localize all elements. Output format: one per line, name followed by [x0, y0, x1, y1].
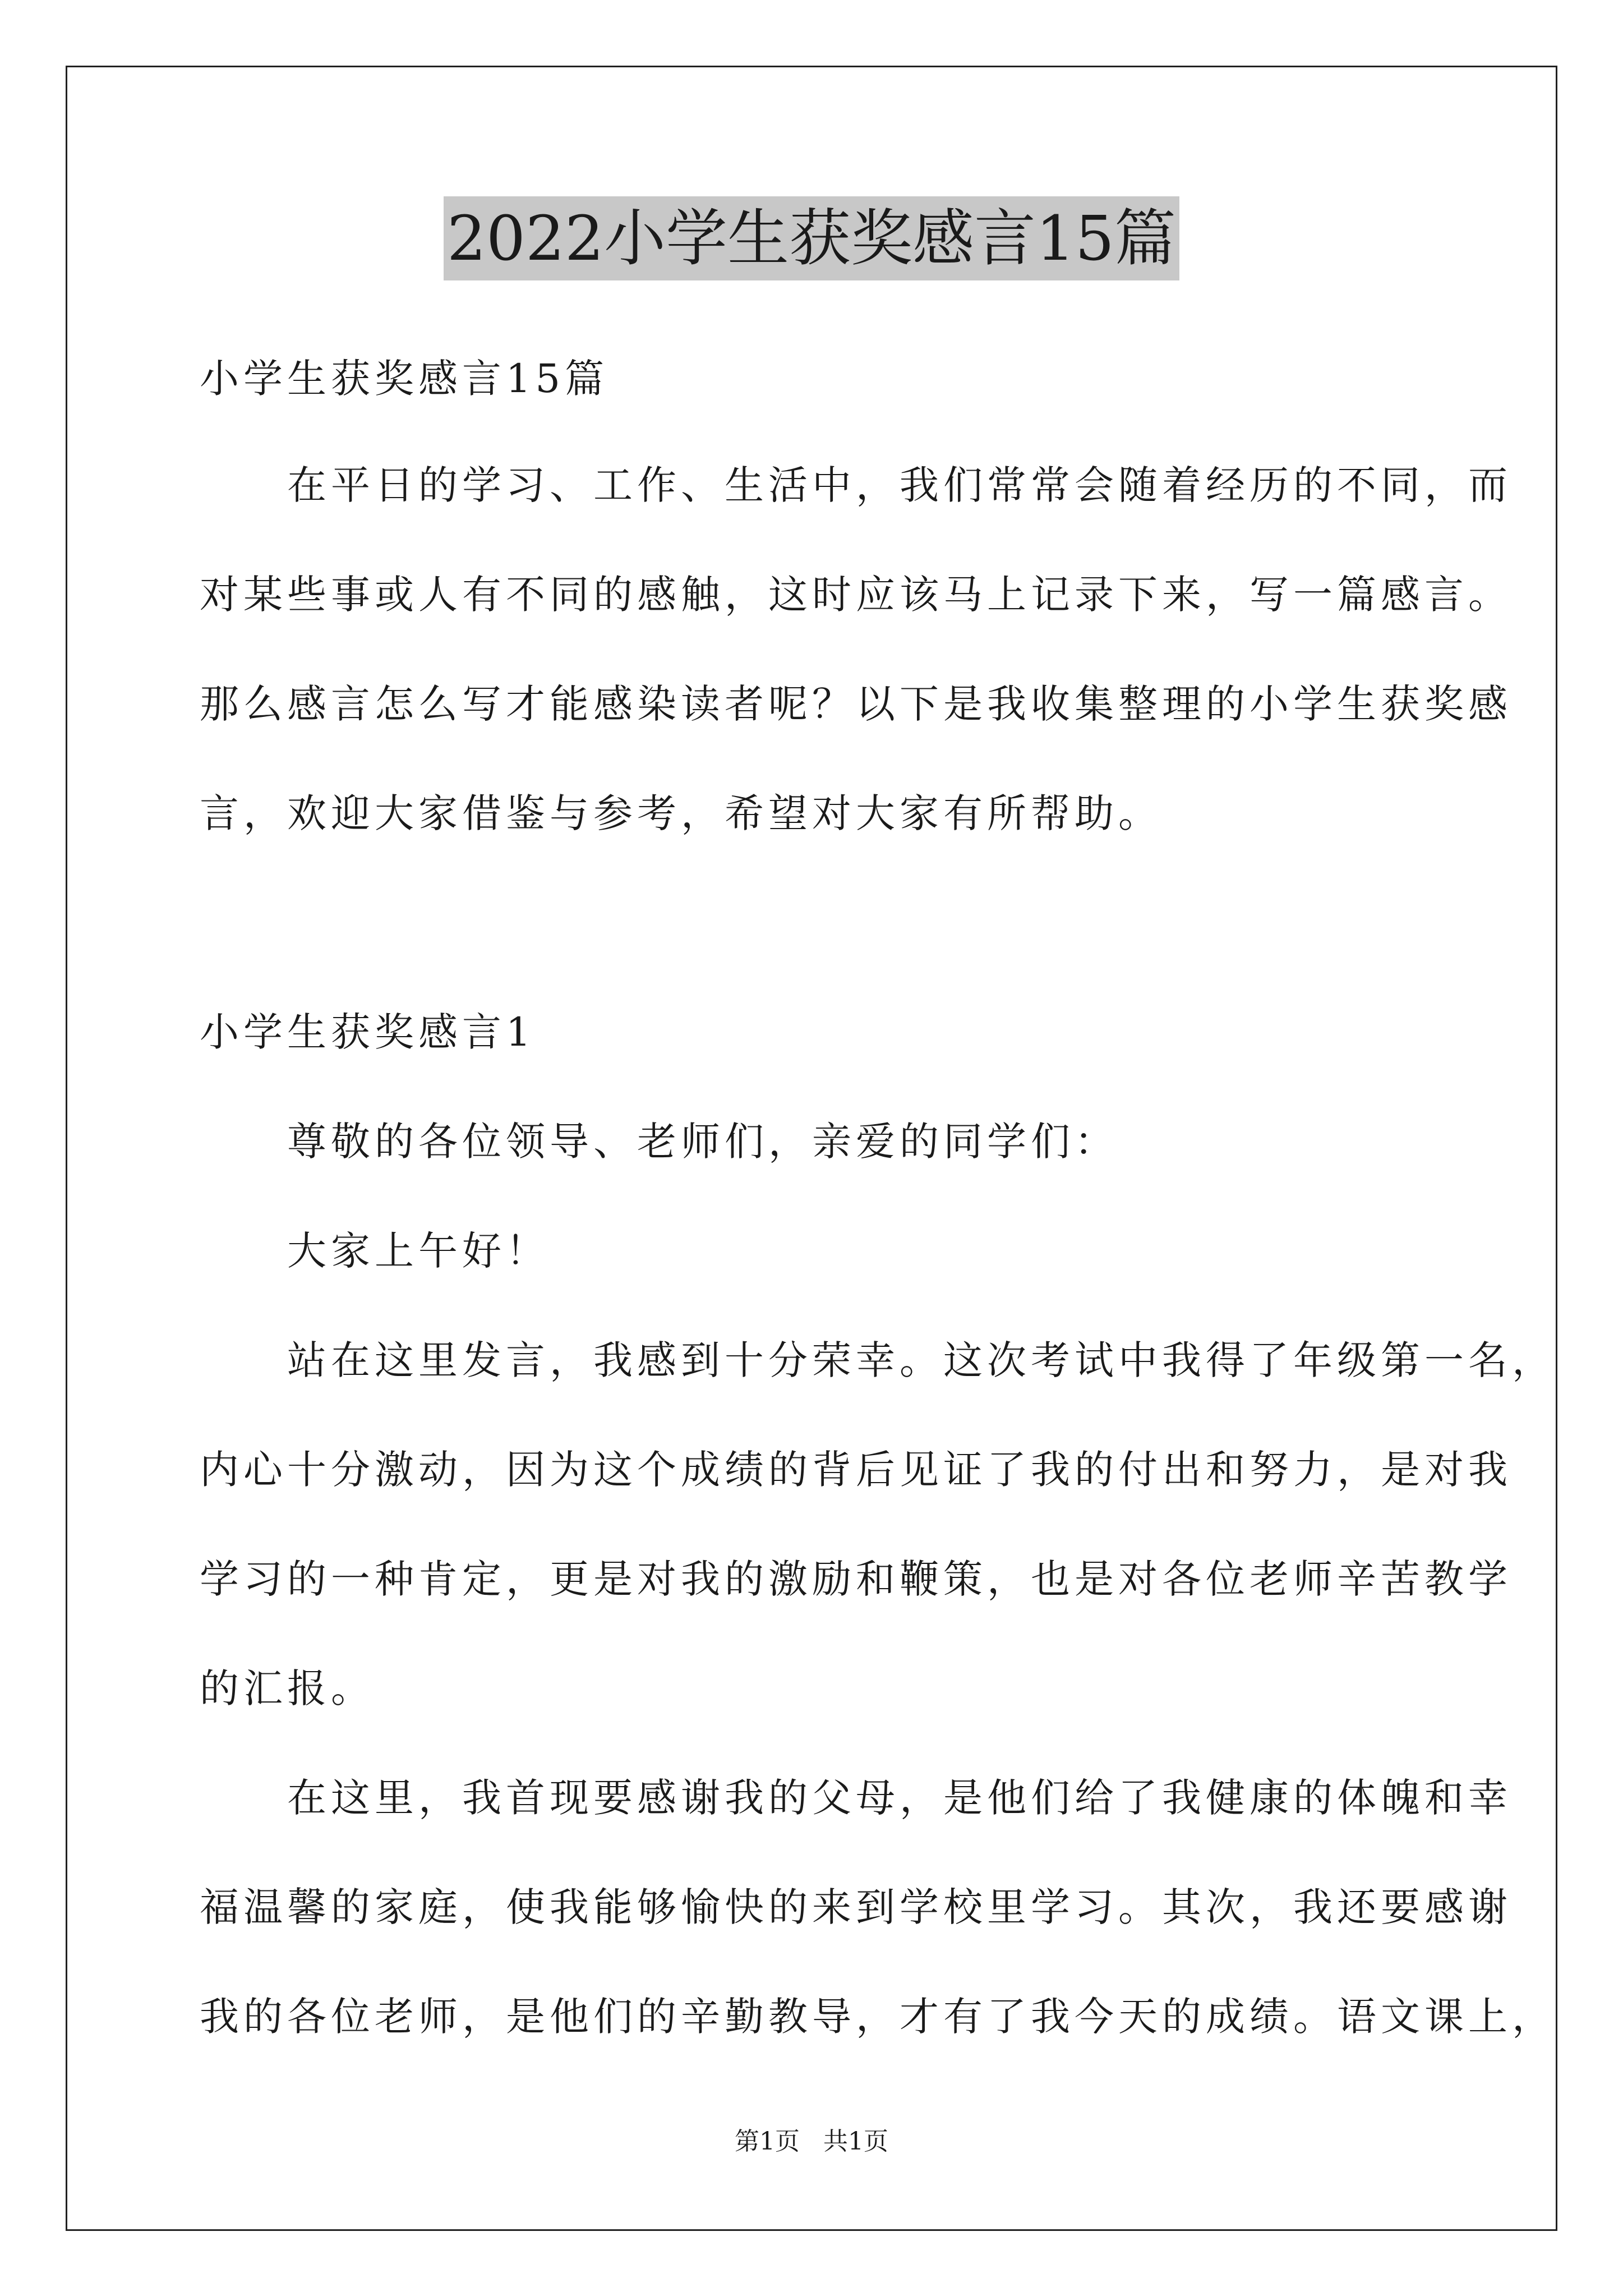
- paragraph-line: 那么感言怎么写才能感染读者呢？以下是我收集整理的小学生获奖感: [200, 681, 1512, 727]
- section-heading: 小学生获奖感言15篇: [200, 356, 609, 402]
- paragraph-line: 尊敬的各位领导、老师们，亲爱的同学们：: [200, 1119, 1118, 1165]
- paragraph-line: 福温馨的家庭，使我能够愉快的来到学校里学习。其次，我还要感谢: [200, 1884, 1512, 1930]
- paragraph-line: 的汇报。: [200, 1665, 375, 1711]
- paragraph-line: 在平日的学习、工作、生活中，我们常常会随着经历的不同，而: [200, 462, 1512, 508]
- title-container: [0, 196, 1623, 280]
- page-total: 共1页: [823, 2127, 888, 2156]
- paragraph-line: 对某些事或人有不同的感触，这时应该马上记录下来，写一篇感言。: [200, 572, 1512, 618]
- paragraph-line: 我的各位老师，是他们的辛勤教导，才有了我今天的成绩。语文课上，: [200, 1994, 1556, 2040]
- page-footer: [0, 2125, 1623, 2159]
- paragraph-line: 大家上午好！: [200, 1228, 550, 1274]
- section-heading: 小学生获奖感言1: [200, 1009, 536, 1055]
- paragraph-line: 站在这里发言，我感到十分荣幸。这次考试中我得了年级第一名，: [200, 1337, 1556, 1383]
- paragraph-line: 在这里，我首现要感谢我的父母，是他们给了我健康的体魄和幸: [200, 1775, 1512, 1821]
- paragraph-line: 内心十分激动，因为这个成绩的背后见证了我的付出和努力，是对我: [200, 1447, 1512, 1493]
- document-title: 2022小学生获奖感言15篇: [444, 196, 1179, 280]
- paragraph-line: 言，欢迎大家借鉴与参考，希望对大家有所帮助。: [200, 790, 1162, 836]
- page-number: 第1页: [735, 2127, 800, 2156]
- paragraph-line: 学习的一种肯定，更是对我的激励和鞭策，也是对各位老师辛苦教学: [200, 1556, 1512, 1602]
